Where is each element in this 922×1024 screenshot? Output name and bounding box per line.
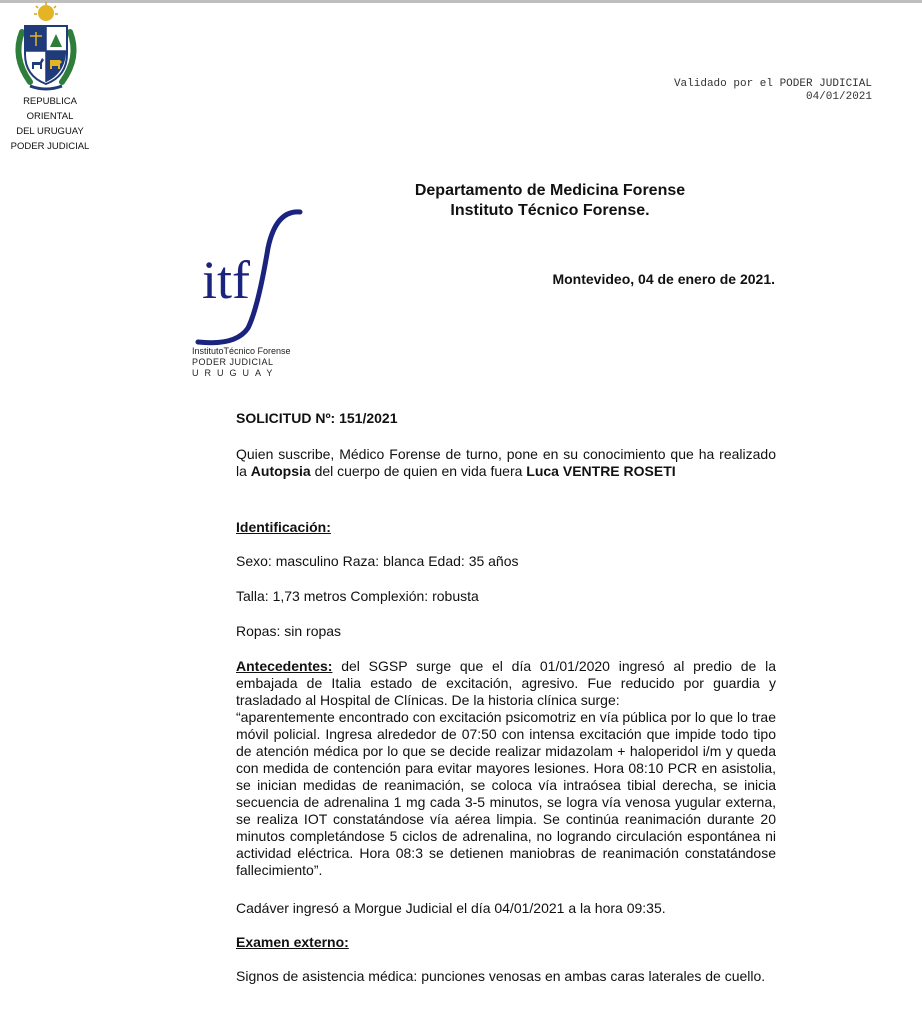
intro-text-2: del cuerpo de quien en vida fuera [310, 463, 527, 479]
examen-text: Signos de asistencia médica: punciones venosas en ambas caras laterales de cuello. [236, 968, 766, 984]
seal-caption-line: PODER JUDICIAL [10, 141, 90, 152]
identificacion-heading: Identificación: [236, 519, 331, 535]
institute-name: Instituto Técnico Forense. [450, 202, 650, 219]
identificacion-line: Ropas: sin ropas [236, 623, 342, 639]
validation-text: Validado por el PODER JUDICIAL [673, 78, 872, 90]
intro-paragraph [236, 446, 776, 480]
solicitud-number: SOLICITUD Nº: 151/2021 [236, 410, 398, 426]
department-name: Departamento de Medicina Forense [414, 182, 686, 199]
itf-logo-mark: itf [202, 250, 250, 310]
itf-logo [188, 208, 308, 348]
antecedentes-heading: Antecedentes: [236, 658, 333, 674]
itf-caption-poder: PODER JUDICIAL [192, 357, 274, 367]
identificacion-line: Talla: 1,73 metros Complexión: robusta [236, 588, 479, 604]
examen-heading: Examen externo: [236, 934, 349, 950]
validation-stamp [674, 78, 872, 104]
antecedentes-text: del SGSP surge que el día 01/01/2020 ingresó al predio de la embajada de Italia estado de excitación, agresivo. Fue reducido por guardia y trasladado al Hospital de Clínicas. De la historia clínica surge: [236, 658, 776, 708]
seal-caption-line: REPUBLICA ORIENTAL [23, 96, 77, 122]
identificacion-line: Sexo: masculino Raza: blanca Edad: 35 años [236, 553, 519, 569]
validation-date: 04/01/2021 [805, 91, 872, 103]
seal-caption-line: DEL URUGUAY [16, 126, 84, 137]
intro-autopsia: Autopsia [250, 463, 311, 479]
itf-caption [192, 346, 322, 379]
itf-caption-country: URUGUAY [192, 368, 279, 378]
top-border [0, 0, 922, 3]
intro-text: Quien suscribe, Médico Forense de turno, pone en su conocimiento que ha realizado la [236, 446, 776, 479]
department-heading [340, 181, 760, 221]
coat-of-arms-seal [8, 2, 84, 94]
deceased-name: Luca VENTRE ROSETI [526, 463, 676, 479]
antecedentes-paragraph [236, 658, 776, 879]
date-line: Montevideo, 04 de enero de 2021. [552, 271, 775, 287]
seal-caption [0, 94, 100, 154]
cadaver-entry: Cadáver ingresó a Morgue Judicial el día 04/01/2021 a la hora 09:35. [236, 900, 666, 916]
itf-caption-institute: InstitutoTécnico Forense [192, 346, 291, 356]
clinical-history-quote: “aparentemente encontrado con excitación psicomotriz en vía pública por lo que lo trae móvil policial. Ingresa alrededor de 07:50 con intensa excitación que impide todo tipo de atención médica por lo que se decide realizar midazolam + haloperidol i/m y queda con medida de contención para evitar mayores lesiones. Hora 08:10 PCR en asistolia, se inician medidas de reanimación, se coloca vía intraósea tibial derecha, se inicia secuencia de adrenalina 1 mg cada 3-5 minutos, se logra vía venosa yugular externa, se realiza IOT constatándose vía aérea limpia. Se continúa reanimación durante 20 minutos completándose 5 ciclos de adrenalina, no logrando circulación espontánea ni actividad eléctrica. Hora 08:3 se detienen maniobras de reanimación constatándose fallecimiento”. [236, 709, 776, 878]
